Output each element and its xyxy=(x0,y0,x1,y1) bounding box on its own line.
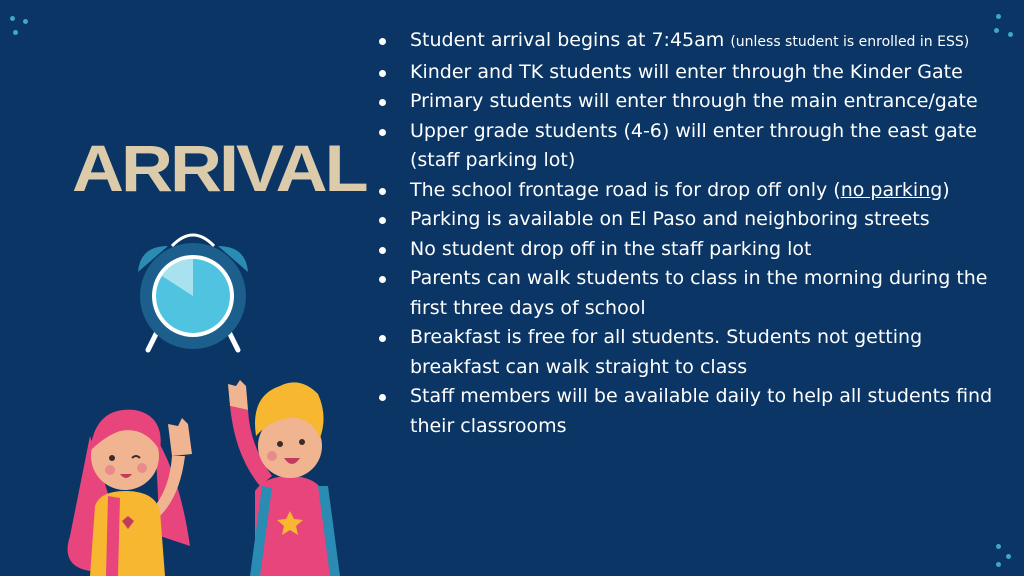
list-item: Kinder and TK students will enter through the Kinder Gate xyxy=(372,58,1002,88)
list-item: Parents can walk students to class in the morning during the first three days of school xyxy=(372,264,1002,323)
arrival-bullet-list xyxy=(372,26,1002,441)
list-item: No student drop off in the staff parking lot xyxy=(372,235,1002,265)
no-parking-link[interactable]: no parking xyxy=(840,178,943,201)
list-item: Staff members will be available daily to help all students find their classrooms xyxy=(372,382,1002,441)
list-item: Breakfast is free for all students. Students not getting breakfast can walk straight to class xyxy=(372,323,1002,382)
alarm-clock-icon xyxy=(128,224,258,354)
list-item: Primary students will enter through the main entrance/gate xyxy=(372,87,1002,117)
boy-waving-illustration xyxy=(210,376,360,576)
slide-title: ARRIVAL xyxy=(72,132,366,206)
list-item: Upper grade students (4-6) will enter through the east gate (staff parking lot) xyxy=(372,117,1002,176)
list-item: Student arrival begins at 7:45am (unless student is enrolled in ESS) xyxy=(372,26,1002,58)
girl-waving-illustration xyxy=(60,396,210,576)
list-item: Parking is available on El Paso and neighboring streets xyxy=(372,205,1002,235)
list-item: The school frontage road is for drop off only (no parking) xyxy=(372,176,1002,206)
